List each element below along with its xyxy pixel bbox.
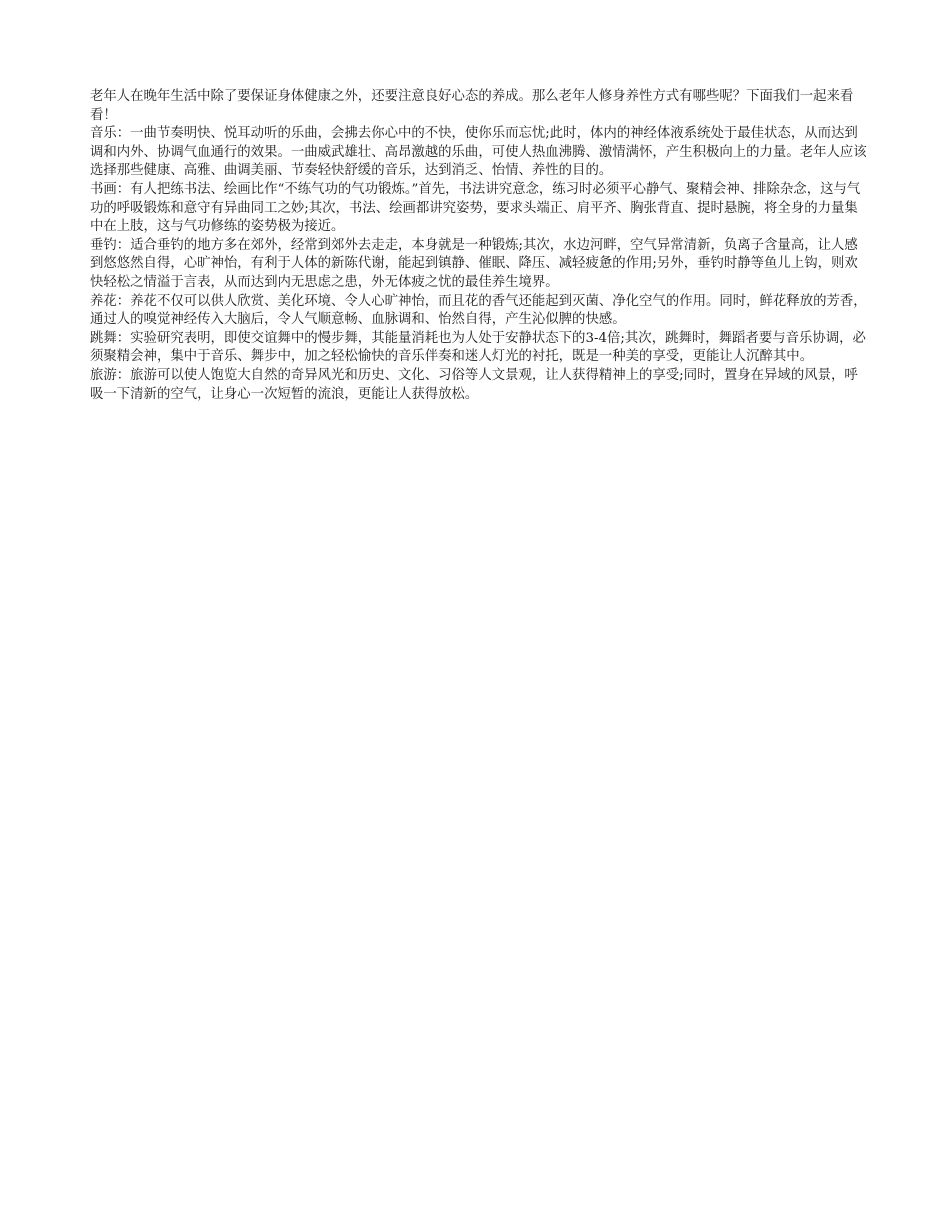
- travel-paragraph: 旅游：旅游可以使人饱览大自然的奇异风光和历史、文化、习俗等人文景观，让人获得精神上的享受;同时，置身在异域的风景，呼吸一下清新的空气，让身心一次短暂的流浪，更能让人获得放松。: [90, 367, 858, 402]
- intro-paragraph: 老年人在晚年生活中除了要保证身体健康之外，还要注意良好心态的养成。那么老年人修身养性方式有哪些呢？下面我们一起来看看！: [90, 89, 854, 123]
- music-paragraph: 音乐：一曲节奏明快、悦耳动听的乐曲，会拂去你心中的不快，使你乐而忘忧;此时，体内的神经体液系统处于最佳状态，从而达到调和内外、协调气血通行的效果。一曲威武雄壮、高昂激越的乐曲，可使人热血沸腾、激情满怀，产生积极向上的力量。老年人应该选择那些健康、高雅、曲调美丽、节奏轻快舒缓的音乐，达到消乏、怡情、养性的目的。: [90, 126, 867, 179]
- document-body: [90, 88, 870, 404]
- fishing-paragraph: 垂钓：适合垂钓的地方多在郊外，经常到郊外去走走，本身就是一种锻炼;其次，水边河畔，空气异常清新，负离子含量高，让人感到悠悠然自得，心旷神怡，有利于人体的新陈代谢，能起到镇静、催眠、降压、减轻疲惫的作用;另外，垂钓时静等鱼儿上钩，则欢快轻松之情溢于言表，从而达到内无思虑之患，外无体疲之忧的最佳养生境界。: [90, 237, 858, 290]
- dancing-paragraph: 跳舞：实验研究表明，即使交谊舞中的慢步舞，其能量消耗也为人处于安静状态下的3-4倍;其次，跳舞时，舞蹈者要与音乐协调，必须聚精会神，集中于音乐、舞步中，加之轻松愉快的音乐伴奏和迷人灯光的衬托，既是一种美的享受，更能让人沉醉其中。: [90, 330, 866, 365]
- gardening-paragraph: 养花：养花不仅可以供人欣赏、美化环境、令人心旷神怡，而且花的香气还能起到灭菌、净化空气的作用。同时，鲜花释放的芳香，通过人的嗅觉神经传入大脑后，令人气顺意畅、血脉调和、怡然自得，产生沁似脾的快感。: [90, 293, 867, 328]
- calligraphy-painting-paragraph: 书画：有人把练书法、绘画比作“不练气功的气功锻炼。”首先，书法讲究意念，练习时必须平心静气、聚精会神、排除杂念，这与气功的呼吸锻炼和意守有异曲同工之妙;其次，书法、绘画都讲究姿势，要求头端正、肩平齐、胸张背直、提时悬腕，将全身的力量集中在上肢，这与气功修练的姿势极为接近。: [90, 181, 861, 235]
